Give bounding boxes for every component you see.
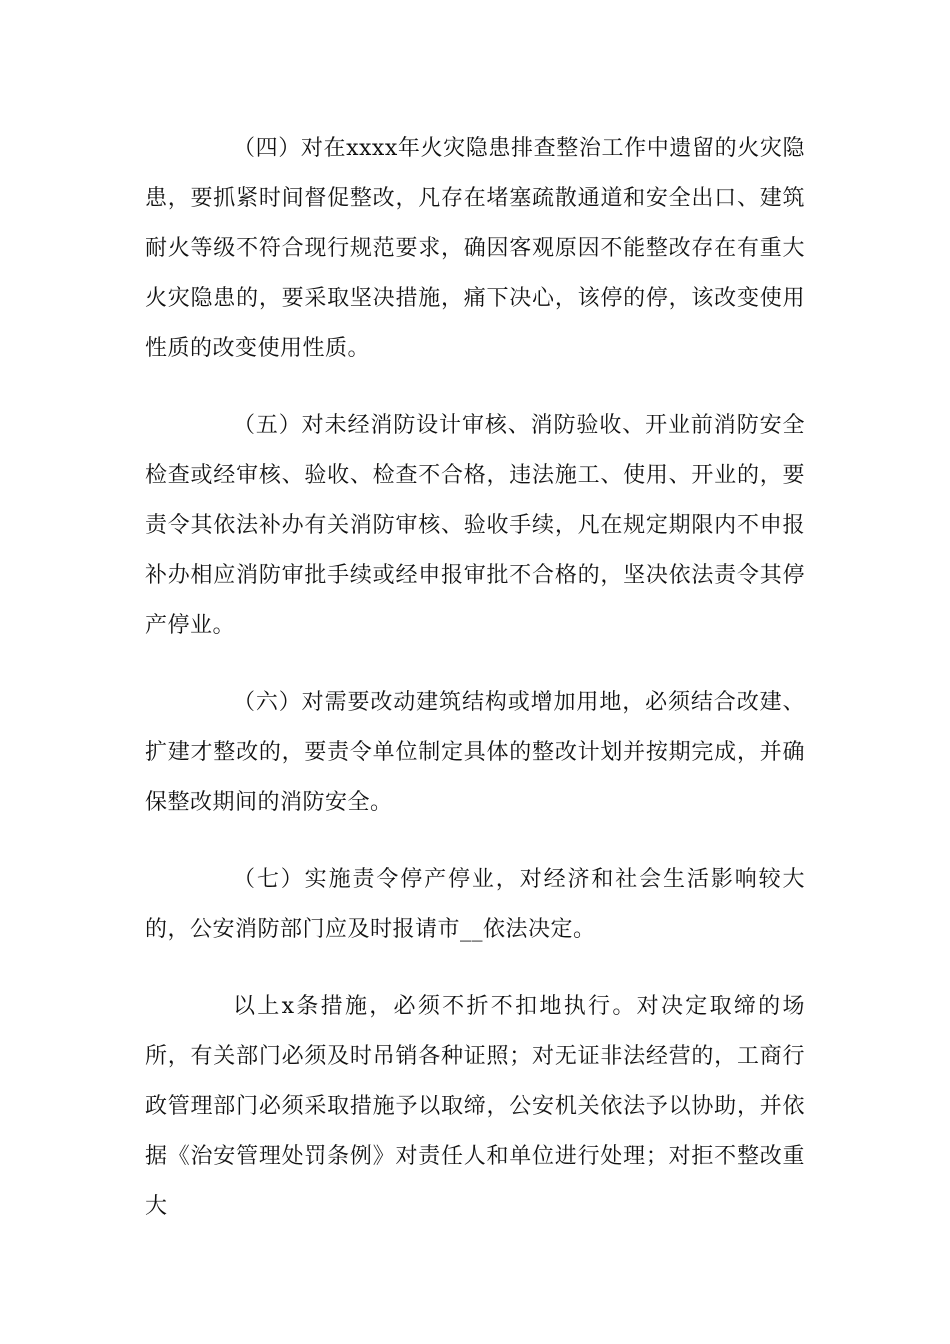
paragraph-4: （四）对在xxxx年火灾隐患排查整治工作中遗留的火灾隐患，要抓紧时间督促整改，凡存在堵塞疏散通道和安全出口、建筑耐火等级不符合现行规范要求，确因客观原因不能整改存在有重大火灾隐患的，要采取坚决措施，痛下决心，该停的停，该改变使用性质的改变使用性质。 (145, 136, 805, 361)
paragraph-5: （五）对未经消防设计审核、消防验收、开业前消防安全检查或经审核、验收、检查不合格，违法施工、使用、开业的，要责令其依法补办有关消防审核、验收手续，凡在规定期限内不申报补办相应消防审批手续或经申报审批不合格的，坚决依法责令其停产停业。 (145, 413, 805, 638)
paragraph-6: （六）对需要改动建筑结构或增加用地，必须结合改建、扩建才整改的，要责令单位制定具体的整改计划并按期完成，并确保整改期间的消防安全。 (145, 690, 805, 815)
paragraph-7: （七）实施责令停产停业，对经济和社会生活影响较大的，公安消防部门应及时报请市__依法决定。 (145, 867, 805, 942)
paragraph-summary: 以上x条措施，必须不折不扣地执行。对决定取缔的场所，有关部门必须及时吊销各种证照；对无证非法经营的，工商行政管理部门必须采取措施予以取缔，公安机关依法予以协助，并依据《治安管理处罚条例》对责任人和单位进行处理；对拒不整改重大 (145, 994, 805, 1219)
document-body (145, 124, 805, 1232)
